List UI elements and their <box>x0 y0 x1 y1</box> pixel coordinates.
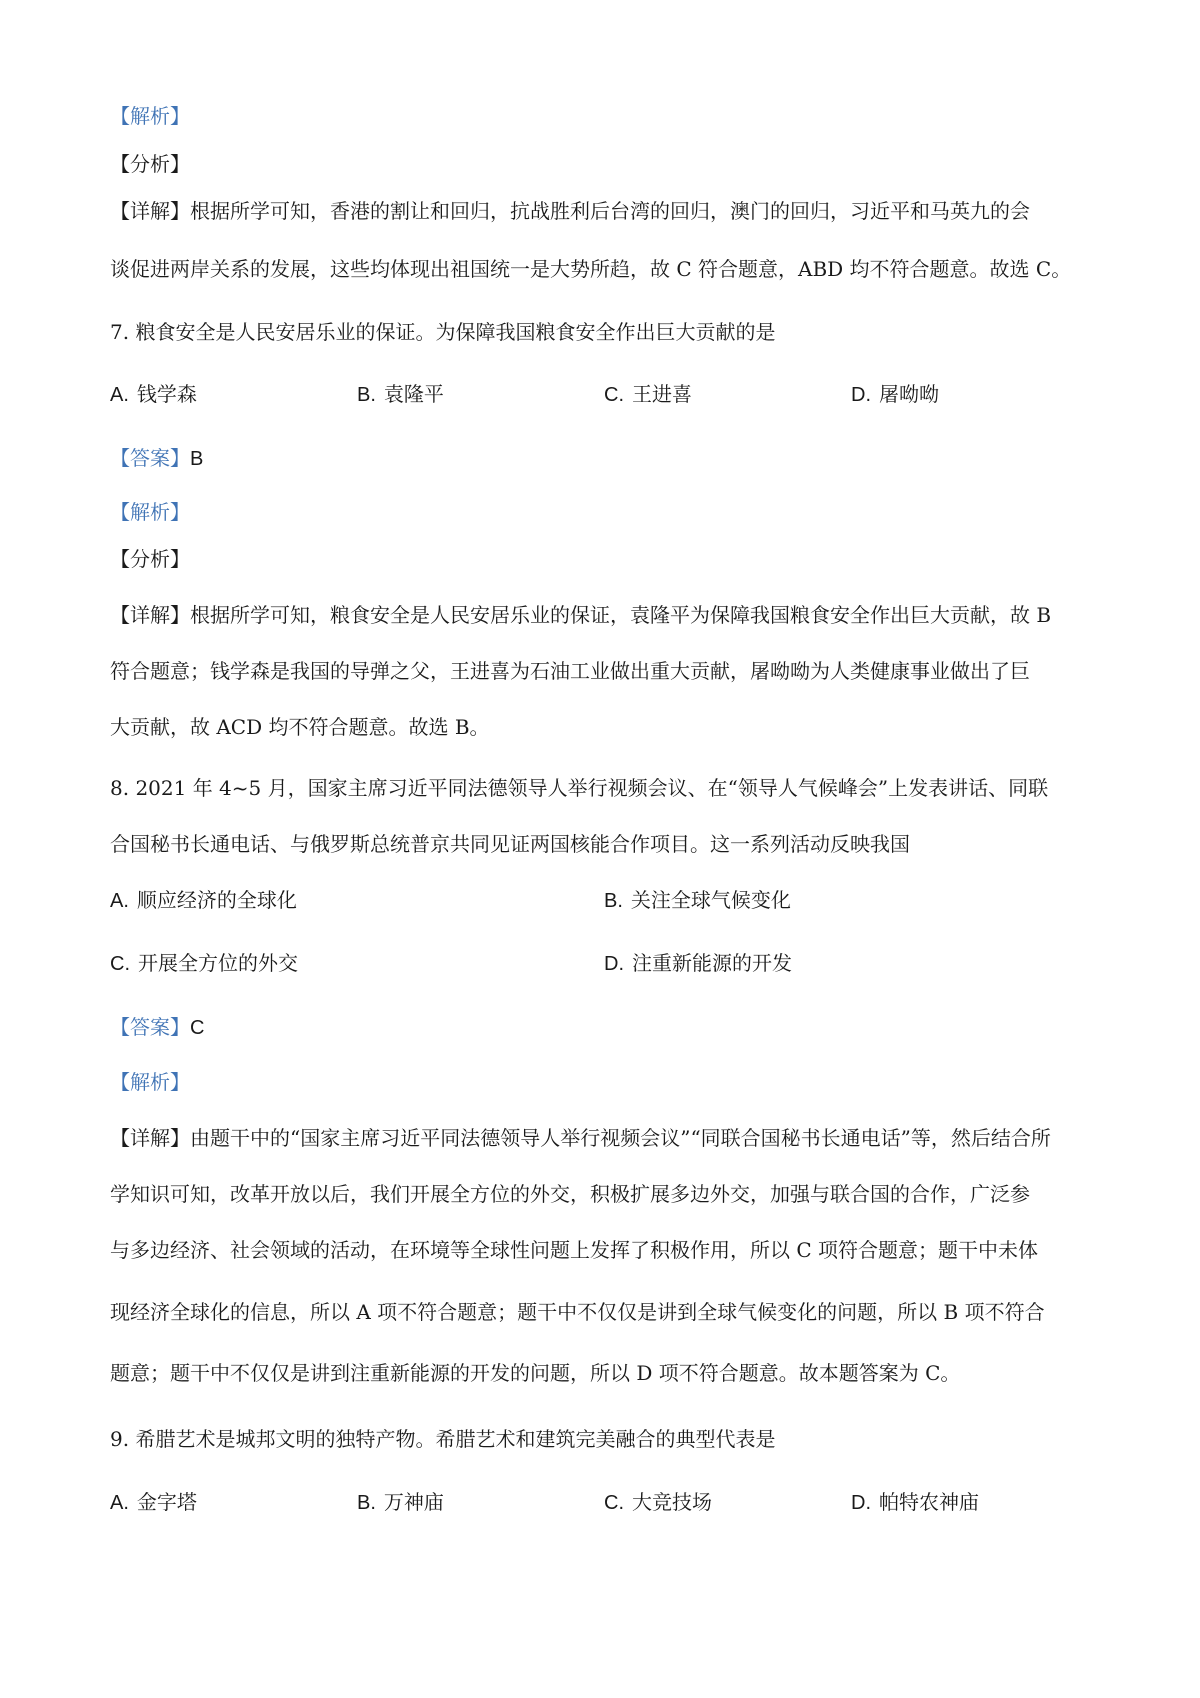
explanation-line: 符合题意；钱学森是我国的导弹之父，王进喜为石油工业做出重大贡献，屠呦呦为人类健康事业做出了巨 <box>110 659 1030 683</box>
explanation-line <box>110 601 1100 629</box>
q7-option-c <box>604 380 692 409</box>
breakdown-heading: 【分析】 <box>110 152 190 176</box>
option-text: 注重新能源的开发 <box>632 951 792 975</box>
analysis-heading: 【解析】 <box>110 1070 190 1094</box>
option-letter: D. <box>851 384 871 406</box>
explanation-line: 题意；题干中不仅仅是讲到注重新能源的开发的问题，所以 D 项不符合题意。故本题答案为 C。 <box>110 1361 961 1385</box>
question-8-stem: 合国秘书长通电话、与俄罗斯总统普京共同见证两国核能合作项目。这一系列活动反映我国 <box>110 832 910 856</box>
q9-option-c <box>604 1488 712 1517</box>
q8-option-d <box>604 949 792 978</box>
explanation-tag: 【详解】 <box>110 603 190 627</box>
option-text: 万神庙 <box>383 1490 444 1514</box>
option-letter: A. <box>110 384 129 406</box>
q9-option-d <box>851 1488 979 1517</box>
option-text: 屠呦呦 <box>879 382 939 406</box>
explanation-line: 学知识可知，改革开放以后，我们开展全方位的外交，积极扩展多边外交，加强与联合国的合作，广泛参 <box>110 1182 1030 1206</box>
question-9-stem: 9. 希腊艺术是城邦文明的独特产物。希腊艺术和建筑完美融合的典型代表是 <box>110 1427 776 1451</box>
answer-value: C <box>190 1017 205 1039</box>
explanation-text: 根据所学可知，粮食安全是人民安居乐业的保证，袁隆平为保障我国粮食安全作出巨大贡献，故 B <box>190 603 1052 627</box>
option-letter: D. <box>604 953 624 975</box>
question-8-stem: 8. 2021 年 4~5 月，国家主席习近平同法德领导人举行视频会议、在“领导人气候峰会”上发表讲话、同联 <box>110 776 1049 800</box>
explanation-line: 与多边经济、社会领域的活动，在环境等全球性问题上发挥了积极作用，所以 C 项符合题意；题干中未体 <box>110 1238 1039 1262</box>
option-letter: A. <box>110 1492 129 1514</box>
option-letter: B. <box>604 890 623 912</box>
question-7-stem: 7. 粮食安全是人民安居乐业的保证。为保障我国粮食安全作出巨大贡献的是 <box>110 320 776 344</box>
q8-answer <box>110 1013 1100 1042</box>
option-letter: D. <box>851 1492 871 1514</box>
analysis-heading: 【解析】 <box>110 104 190 128</box>
explanation-line: 谈促进两岸关系的发展，这些均体现出祖国统一是大势所趋，故 C 符合题意，ABD 均不符合题意。故选 C。 <box>110 257 1072 281</box>
q7-option-d <box>851 380 939 409</box>
explanation-tag: 【详解】 <box>110 1126 190 1150</box>
analysis-heading: 【解析】 <box>110 500 190 524</box>
q8-option-a <box>110 886 297 915</box>
option-text: 金字塔 <box>136 1490 197 1514</box>
answer-value: B <box>190 448 204 470</box>
option-text: 开展全方位的外交 <box>138 951 298 975</box>
option-text: 帕特农神庙 <box>879 1490 979 1514</box>
breakdown-heading: 【分析】 <box>110 547 190 571</box>
option-letter: C. <box>604 1492 624 1514</box>
q9-option-a <box>110 1488 197 1517</box>
option-letter: B. <box>357 384 376 406</box>
q8-option-c <box>110 949 298 978</box>
option-text: 关注全球气候变化 <box>630 888 791 912</box>
q8-option-b <box>604 886 791 915</box>
explanation-text: 由题干中的“国家主席习近平同法德领导人举行视频会议”“同联合国秘书长通电话”等，然后结合所 <box>190 1126 1051 1150</box>
explanation-line <box>110 197 1100 225</box>
q9-option-b <box>357 1488 444 1517</box>
option-text: 钱学森 <box>136 382 197 406</box>
answer-tag: 【答案】 <box>110 446 190 470</box>
q7-option-b <box>357 380 444 409</box>
option-letter: C. <box>604 384 624 406</box>
explanation-line: 现经济全球化的信息，所以 A 项不符合题意；题干中不仅仅是讲到全球气候变化的问题，所以 B 项不符合 <box>110 1300 1045 1324</box>
option-letter: B. <box>357 1492 376 1514</box>
explanation-line: 大贡献，故 ACD 均不符合题意。故选 B。 <box>110 715 490 739</box>
q7-answer <box>110 444 1100 473</box>
option-text: 王进喜 <box>632 382 692 406</box>
explanation-tag: 【详解】 <box>110 199 190 223</box>
explanation-line <box>110 1124 1100 1152</box>
option-text: 大竞技场 <box>632 1490 712 1514</box>
option-letter: C. <box>110 953 130 975</box>
answer-tag: 【答案】 <box>110 1015 190 1039</box>
option-text: 袁隆平 <box>383 382 444 406</box>
explanation-text: 根据所学可知，香港的割让和回归，抗战胜利后台湾的回归，澳门的回归，习近平和马英九的会 <box>190 199 1030 223</box>
option-letter: A. <box>110 890 129 912</box>
option-text: 顺应经济的全球化 <box>136 888 297 912</box>
q7-option-a <box>110 380 197 409</box>
